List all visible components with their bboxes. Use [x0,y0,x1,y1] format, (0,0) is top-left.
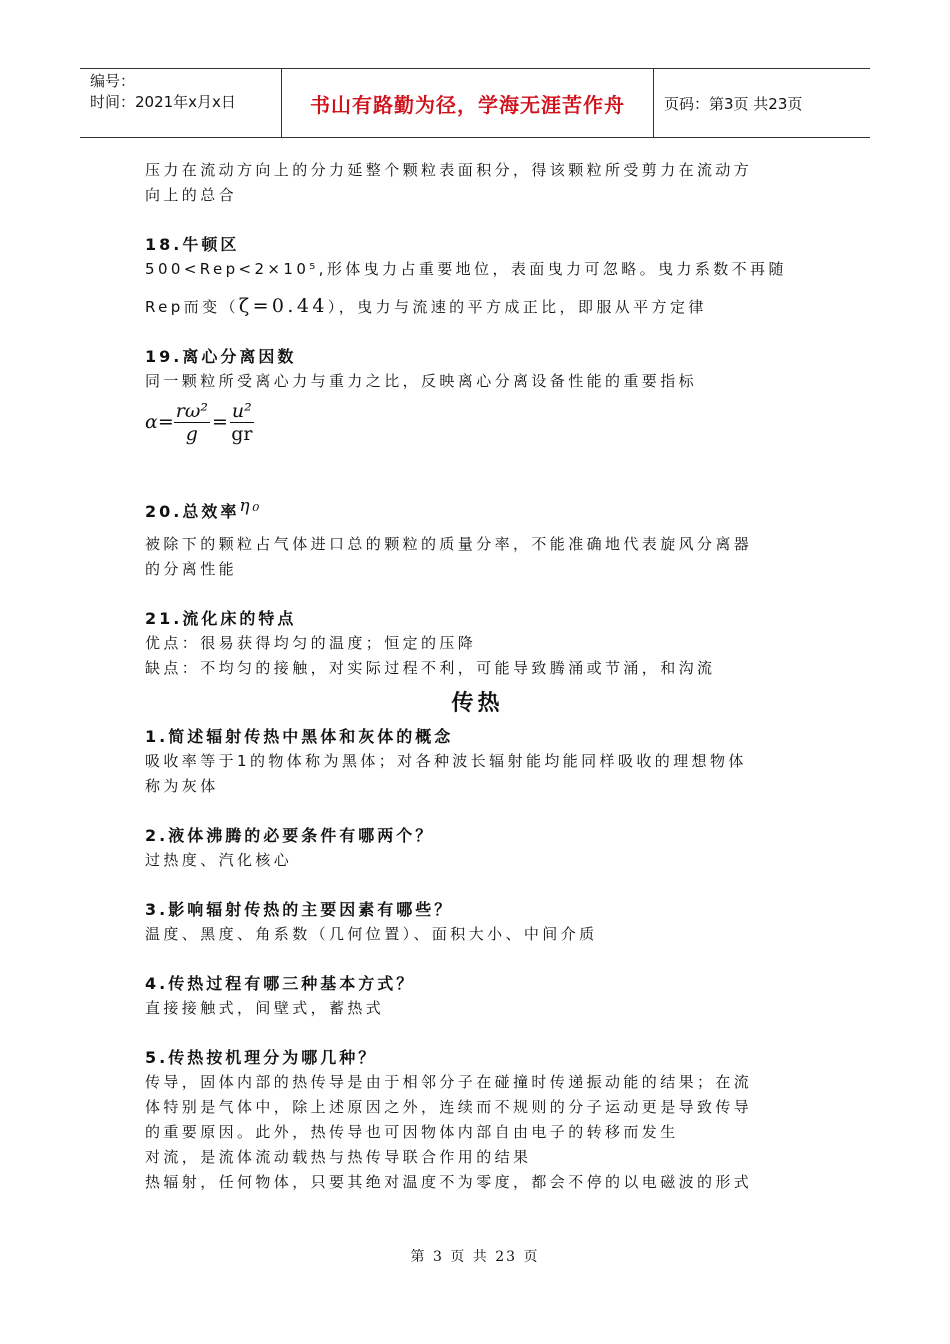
fraction [230,400,254,445]
zeta-formula: ζ=0.44 [238,295,328,317]
heading-text: 20.总效率 [145,502,240,521]
fraction-denominator: gr [231,422,253,445]
section-heading: 21.流化床的特点 [145,609,297,628]
eta-symbol: η₀ [239,496,263,516]
paragraph-line: 被除下的颗粒占气体进口总的颗粒的质量分率，不能准确地代表旋风分离器 [145,535,753,553]
paragraph-line: 传导，固体内部的热传导是由于相邻分子在碰撞时传递振动能的结果；在流 [145,1073,753,1091]
page-header [80,68,870,138]
chapter-title: 传热 [451,691,504,716]
header-page-info: 页码：第3页 共23页 [664,94,803,113]
paragraph-line: 热辐射，任何物体，只要其绝对温度不为零度，都会不停的以电磁波的形式 [145,1173,753,1191]
equals-sign: = [211,411,228,433]
fraction [174,400,210,445]
header-meta [80,69,282,137]
section-heading: 18.牛顿区 [145,235,240,254]
paragraph-line: 吸收率等于1的物体称为黑体；对各种波长辐射能均能同样吸收的理想物体 [145,752,747,770]
fraction-numerator: rω² [175,399,208,422]
formula-alpha [145,396,810,448]
intro-line: 压力在流动方向上的分力延整个颗粒表面积分，得该颗粒所受剪力在流动方 [145,161,753,179]
fraction-denominator: g [185,422,198,445]
section-heading [145,496,810,524]
paragraph-line: 称为灰体 [145,777,219,795]
fraction-numerator: u² [231,399,252,422]
paragraph-line: 体特别是气体中，除上述原因之外，连续而不规则的分子运动更是导致传导 [145,1098,753,1116]
paragraph-line: 优点：很易获得均匀的温度；恒定的压降 [145,634,477,652]
paragraph-line [145,288,810,325]
date-label: 时间：2021年x月x日 [90,93,236,111]
paragraph-line: 直接接触式，间壁式，蓄热式 [145,999,385,1017]
question-heading: 5.传热按机理分为哪几种？ [145,1048,378,1067]
header-motto: 书山有路勤为径，学海无涯苦作舟 [282,69,654,137]
number-label: 编号： [90,72,136,90]
text-span: ），曳力与流速的平方成正比，即服从平方定律 [327,298,707,316]
alpha-symbol: α= [145,411,174,433]
intro-line: 向上的总合 [145,186,238,204]
section-heading: 19.离心分离因数 [145,347,297,366]
paragraph-line: 500<Rep<2×10⁵,形体曳力占重要地位，表面曳力可忽略。曳力系数不再随 [145,260,787,278]
question-heading: 4.传热过程有哪三种基本方式？ [145,974,416,993]
paragraph-line: 对流，是流体流动载热与热传导联合作用的结果 [145,1148,532,1166]
page-footer: 第 3 页 共 23 页 [410,1249,540,1265]
document-body [145,158,810,1195]
paragraph-line: 过热度、汽化核心 [145,851,293,869]
text-span: Rep而变（ [145,298,239,316]
paragraph-line: 的分离性能 [145,560,238,578]
paragraph-line: 缺点：不均匀的接触，对实际过程不利，可能导致腾涌或节涌，和沟流 [145,659,716,677]
paragraph-line: 温度、黑度、角系数（几何位置）、面积大小、中间介质 [145,925,598,943]
question-heading: 1.简述辐射传热中黑体和灰体的概念 [145,727,454,746]
question-heading: 3.影响辐射传热的主要因素有哪些？ [145,900,454,919]
paragraph-line: 同一颗粒所受离心力与重力之比，反映离心分离设备性能的重要指标 [145,372,698,390]
paragraph-line: 的重要原因。此外，热传导也可因物体内部自由电子的转移而发生 [145,1123,679,1141]
question-heading: 2.液体沸腾的必要条件有哪两个？ [145,826,435,845]
